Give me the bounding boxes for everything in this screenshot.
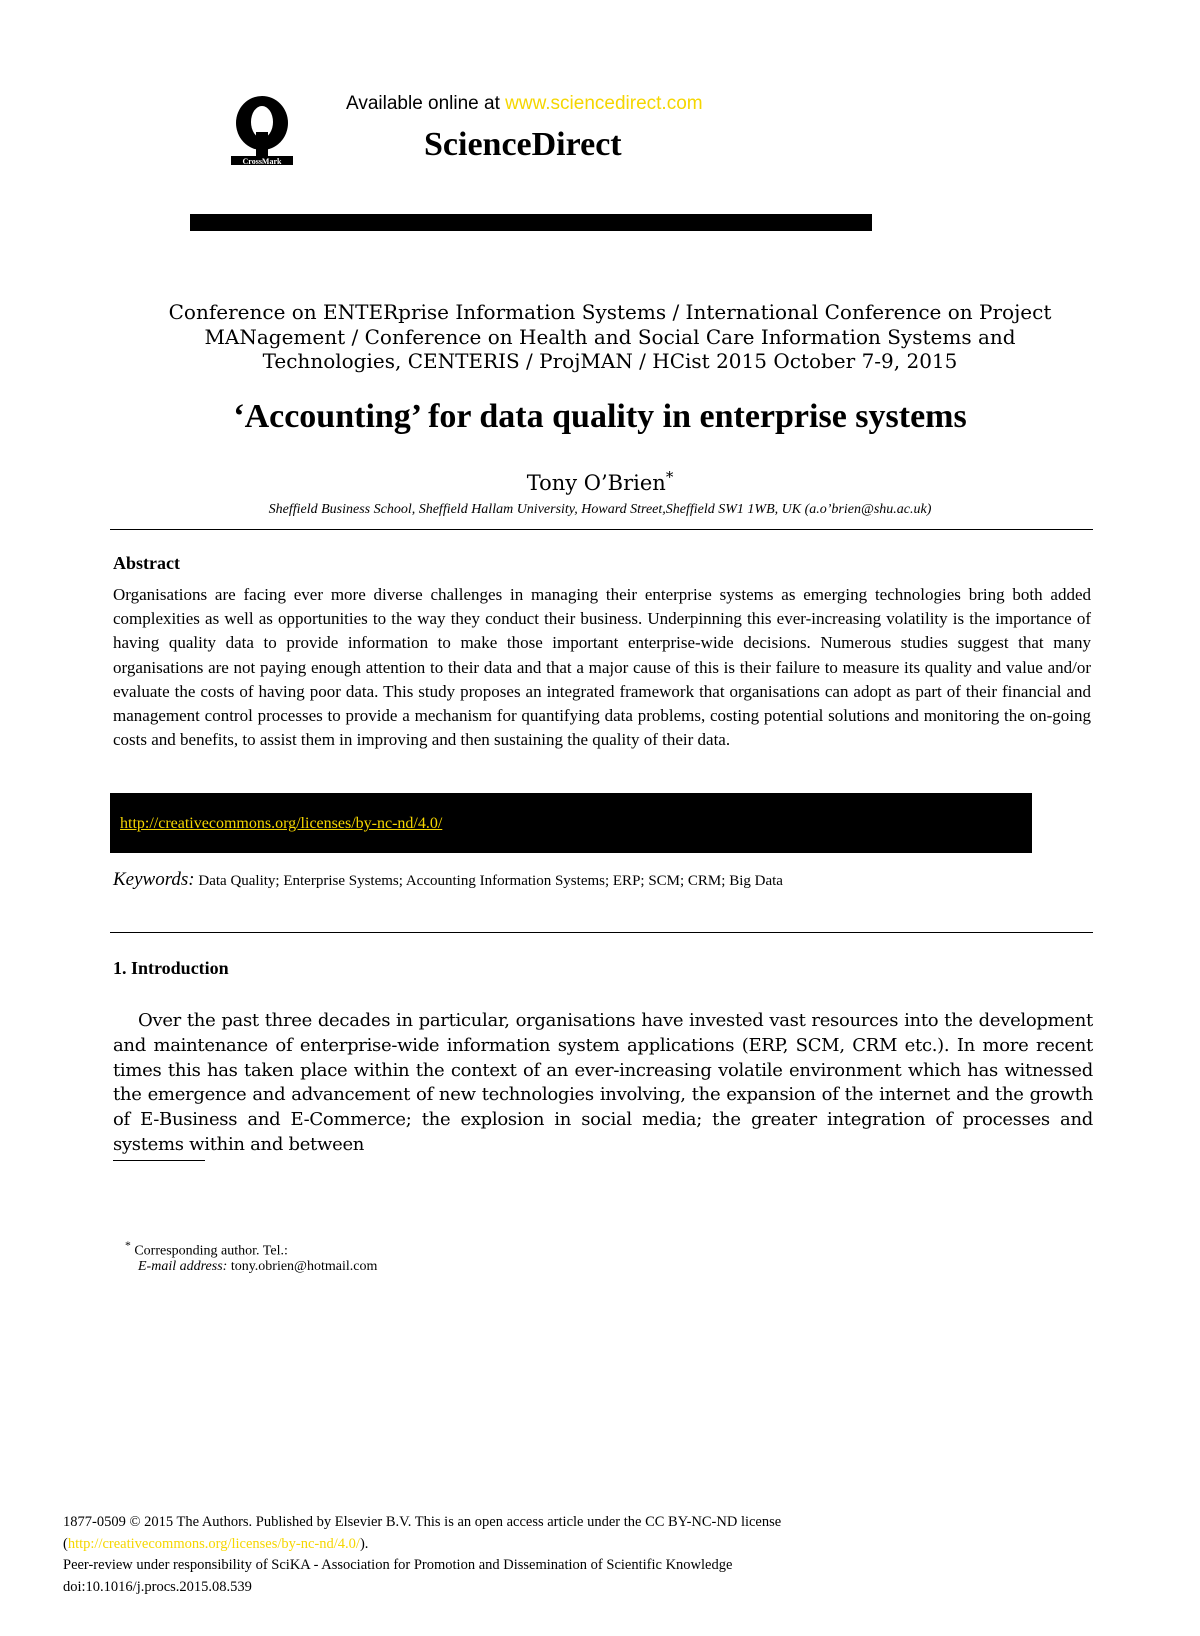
author-name: Tony O’Brien xyxy=(526,471,666,495)
copyright-line: 1877-0509 © 2015 The Authors. Published by Elsevier B.V. This is an open access article under the CC BY-NC-ND license xyxy=(63,1514,782,1530)
email-label: E-mail address: xyxy=(138,1259,228,1274)
author-line xyxy=(100,468,1100,495)
crossmark-icon xyxy=(230,92,300,172)
paper-title: ‘Accounting’ for data quality in enterprise systems xyxy=(233,398,967,435)
crossmark-logo xyxy=(230,92,300,172)
available-online xyxy=(346,93,703,115)
abstract-heading: Abstract xyxy=(113,553,180,573)
doi: doi:10.1016/j.procs.2015.08.539 xyxy=(63,1578,252,1595)
footnote-rule xyxy=(113,1160,205,1161)
affiliation: Sheffield Business School, Sheffield Hallam University, Howard Street,Sheffield SW1 1WB, UK (a.o’brien@shu.ac.uk) xyxy=(268,502,932,517)
license-link[interactable]: http://creativecommons.org/licenses/by-nc-nd/4.0/ xyxy=(120,815,443,832)
keywords-label: Keywords: xyxy=(113,869,195,890)
conference-name: Conference on ENTERprise Information Systems / International Conference on Project MANagement / Conference on Health and Social Care Information Systems and Technologies, CENTERIS / ProjMAN / HCist 2015 October 7-9, 2015 xyxy=(168,300,1052,373)
author-mark: * xyxy=(665,468,674,486)
keywords xyxy=(113,869,783,891)
license-line xyxy=(63,1534,781,1556)
footer-license-link[interactable]: http://creativecommons.org/licenses/by-nc-nd/4.0/ xyxy=(67,1535,360,1552)
section-heading: 1. Introduction xyxy=(113,958,229,978)
abstract-text: Organisations are facing ever more diverse challenges in managing their enterprise systems as emerging technologies bring both added complexities as well as opportunities to the way they conduct their business. Underpinning this ever-increasing volatility is the importance of having quality data to provide information to make those important enterprise-wide decisions. Numerous studies suggest that many organisations are not paying enough attention to their data and that a major cause of this is their failure to measure its quality and value and/or evaluate the costs of having poor data. This study proposes an integrated framework that organisations can adopt as part of their financial and management control processes to provide a mechanism for quantifying data problems, costing potential solutions and monitoring the on-going costs and benefits, to assist them in improving and then sustaining the quality of their data. xyxy=(113,585,1091,750)
header-bar xyxy=(190,214,872,231)
corresponding-text: Corresponding author. Tel.: xyxy=(134,1243,288,1259)
close-paren: ). xyxy=(359,1535,369,1552)
footnote-email xyxy=(138,1259,377,1275)
keywords-text: Data Quality; Enterprise Systems; Accounting Information Systems; ERP; SCM; CRM; Big Data xyxy=(198,873,783,889)
sciencedirect-link[interactable]: www.sciencedirect.com xyxy=(505,93,703,114)
divider xyxy=(110,529,1093,530)
crossmark-text: CrossMark xyxy=(242,157,282,166)
footnote-corresponding xyxy=(125,1239,288,1260)
peer-review-line: Peer-review under responsibility of SciKA - Association for Promotion and Dissemination of Scientific Knowledge xyxy=(63,1557,733,1573)
introduction-text: Over the past three decades in particular, organisations have invested vast resources into the development and maintenance of enterprise-wide information system applications (ERP, SCM, CRM etc.). In more recent times this has taken place within the context of an ever-increasing volatile environment which has witnessed the emergence and advancement of new technologies involving, the expansion of the internet and the growth of E-Business and E-Commerce; the explosion in social media; the greater integration of processes and systems within and between xyxy=(113,1010,1093,1155)
footnote-mark: * xyxy=(125,1239,131,1252)
email-value: tony.obrien@hotmail.com xyxy=(230,1259,378,1274)
footer xyxy=(63,1512,781,1598)
journal-name: ScienceDirect xyxy=(424,126,622,163)
divider xyxy=(110,932,1093,933)
open-paren: ( xyxy=(63,1535,68,1552)
available-prefix: Available online at xyxy=(346,93,500,114)
license-box xyxy=(110,793,1032,853)
